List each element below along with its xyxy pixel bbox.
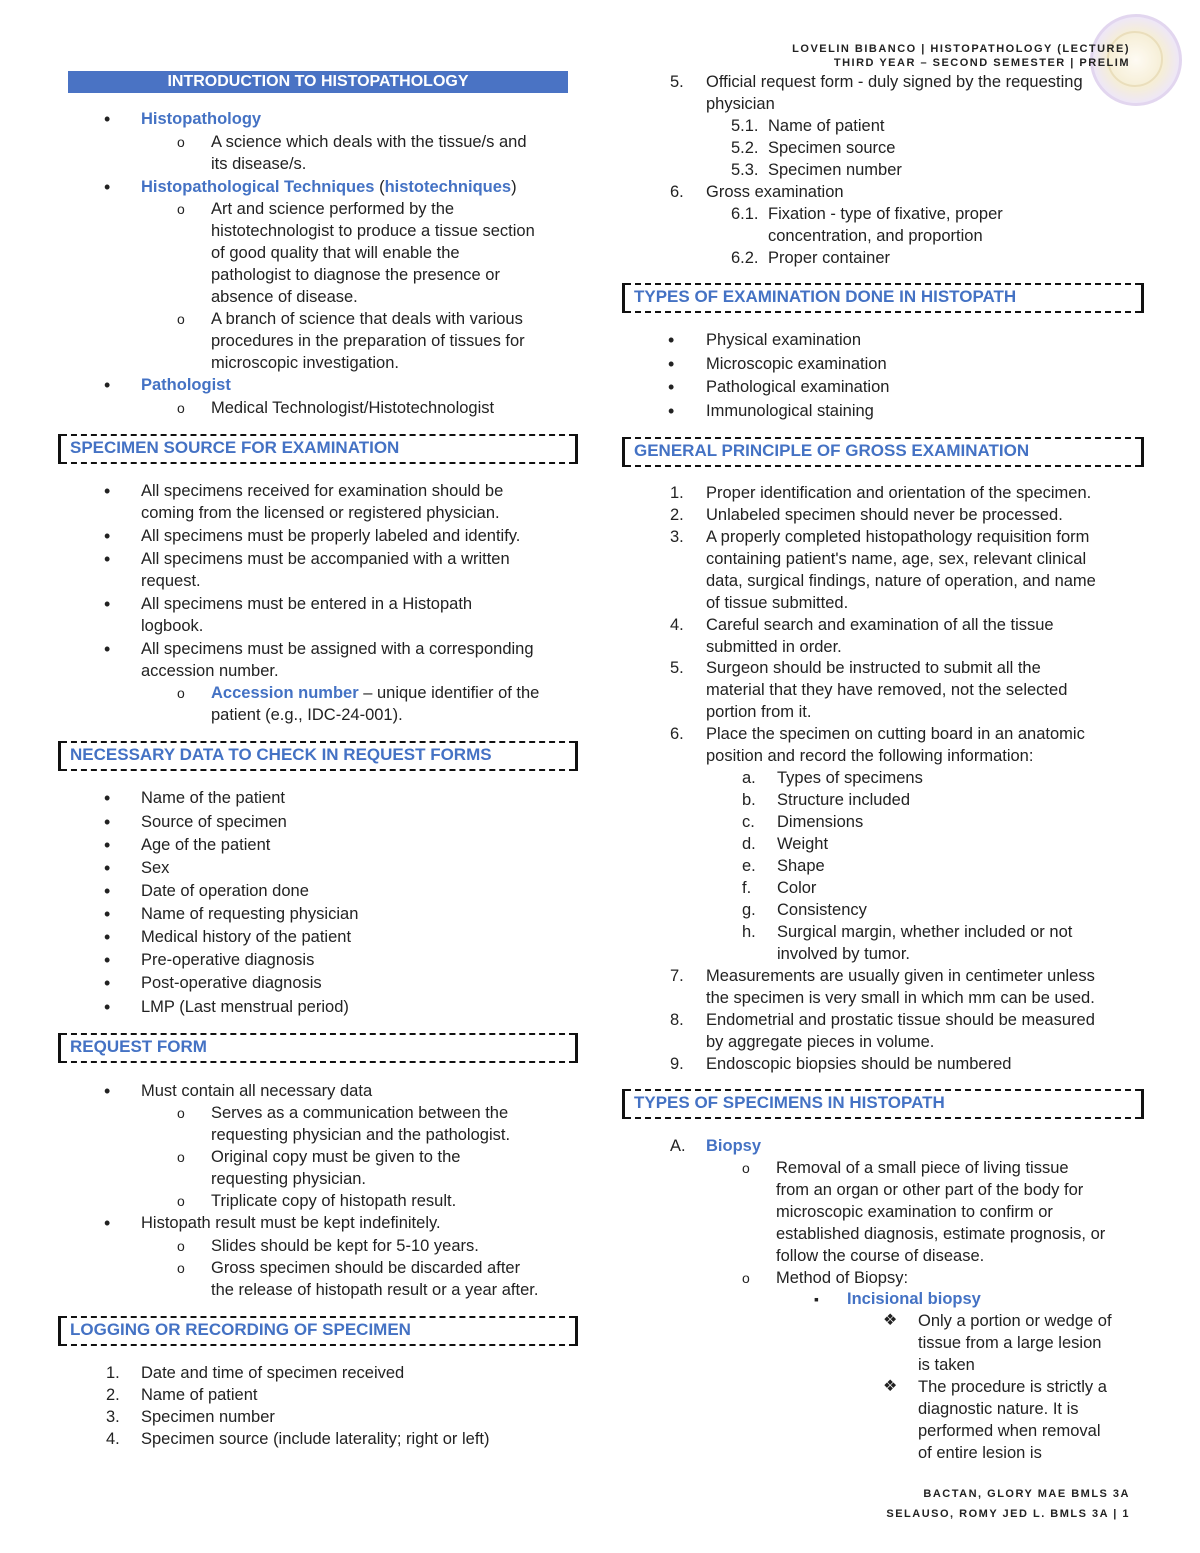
term-techniques: Histopathological Techniques (histotechniques) bbox=[141, 178, 517, 196]
list-item: Post-operative diagnosis bbox=[141, 974, 322, 992]
list-item: Specimen source (include laterality; right or left) bbox=[141, 1430, 490, 1448]
section-heading-gross-principle: GENERAL PRINCIPLE OF GROSS EXAMINATION bbox=[622, 437, 1144, 467]
list-item: Pathological examination bbox=[706, 378, 890, 396]
list-item: Date of operation done bbox=[141, 882, 309, 900]
page-title: INTRODUCTION TO HISTOPATHOLOGY bbox=[68, 71, 568, 93]
section-heading-exam-types: TYPES OF EXAMINATION DONE IN HISTOPATH bbox=[622, 283, 1144, 313]
diamond-bullet-icon: ❖ bbox=[883, 1378, 898, 1395]
list-item: Immunological staining bbox=[706, 402, 874, 420]
section-heading-request-form: REQUEST FORM bbox=[58, 1033, 578, 1063]
list-item: Name of the patient bbox=[141, 789, 286, 807]
square-bullet-icon: ▪ bbox=[814, 1291, 819, 1307]
bullet: • bbox=[104, 109, 111, 129]
term-biopsy: Biopsy bbox=[706, 1137, 762, 1155]
section-heading-specimen-types: TYPES OF SPECIMENS IN HISTOPATH bbox=[622, 1089, 1144, 1119]
list-item: Specimen number bbox=[141, 1408, 275, 1426]
list-item: Microscopic examination bbox=[706, 355, 887, 373]
header-author: LOVELIN BIBANCO | HISTOPATHOLOGY (LECTURE) bbox=[792, 43, 1130, 55]
page-header bbox=[792, 42, 1130, 70]
section-heading-specimen-source: SPECIMEN SOURCE FOR EXAMINATION bbox=[58, 434, 578, 464]
list-item: Name of patient bbox=[141, 1386, 258, 1404]
list-item: Date and time of specimen received bbox=[141, 1364, 405, 1382]
list-item: LMP (Last menstrual period) bbox=[141, 998, 349, 1016]
list-item: Pre-operative diagnosis bbox=[141, 951, 315, 969]
term-histopathology: Histopathology bbox=[141, 110, 262, 128]
section-heading-necessary-data: NECESSARY DATA TO CHECK IN REQUEST FORMS bbox=[58, 741, 578, 771]
diamond-bullet-icon: ❖ bbox=[883, 1312, 898, 1329]
header-term: THIRD YEAR – SECOND SEMESTER | PRELIM bbox=[833, 57, 1130, 69]
list-item: Medical history of the patient bbox=[141, 928, 352, 946]
section-heading-logging: LOGGING OR RECORDING OF SPECIMEN bbox=[58, 1316, 578, 1346]
list-item: Sex bbox=[141, 859, 170, 877]
term-pathologist: Pathologist bbox=[141, 376, 231, 394]
list-item: Age of the patient bbox=[141, 836, 271, 854]
list-item: Source of specimen bbox=[141, 813, 287, 831]
page-footer: BACTAN, GLORY MAE BMLS 3A SELAUSO, ROMY JED L. BMLS 3A | 1 bbox=[886, 1488, 1130, 1520]
list-item: Physical examination bbox=[706, 331, 861, 349]
list-item: Name of requesting physician bbox=[141, 905, 359, 923]
term-incisional-biopsy: Incisional biopsy bbox=[847, 1290, 981, 1308]
